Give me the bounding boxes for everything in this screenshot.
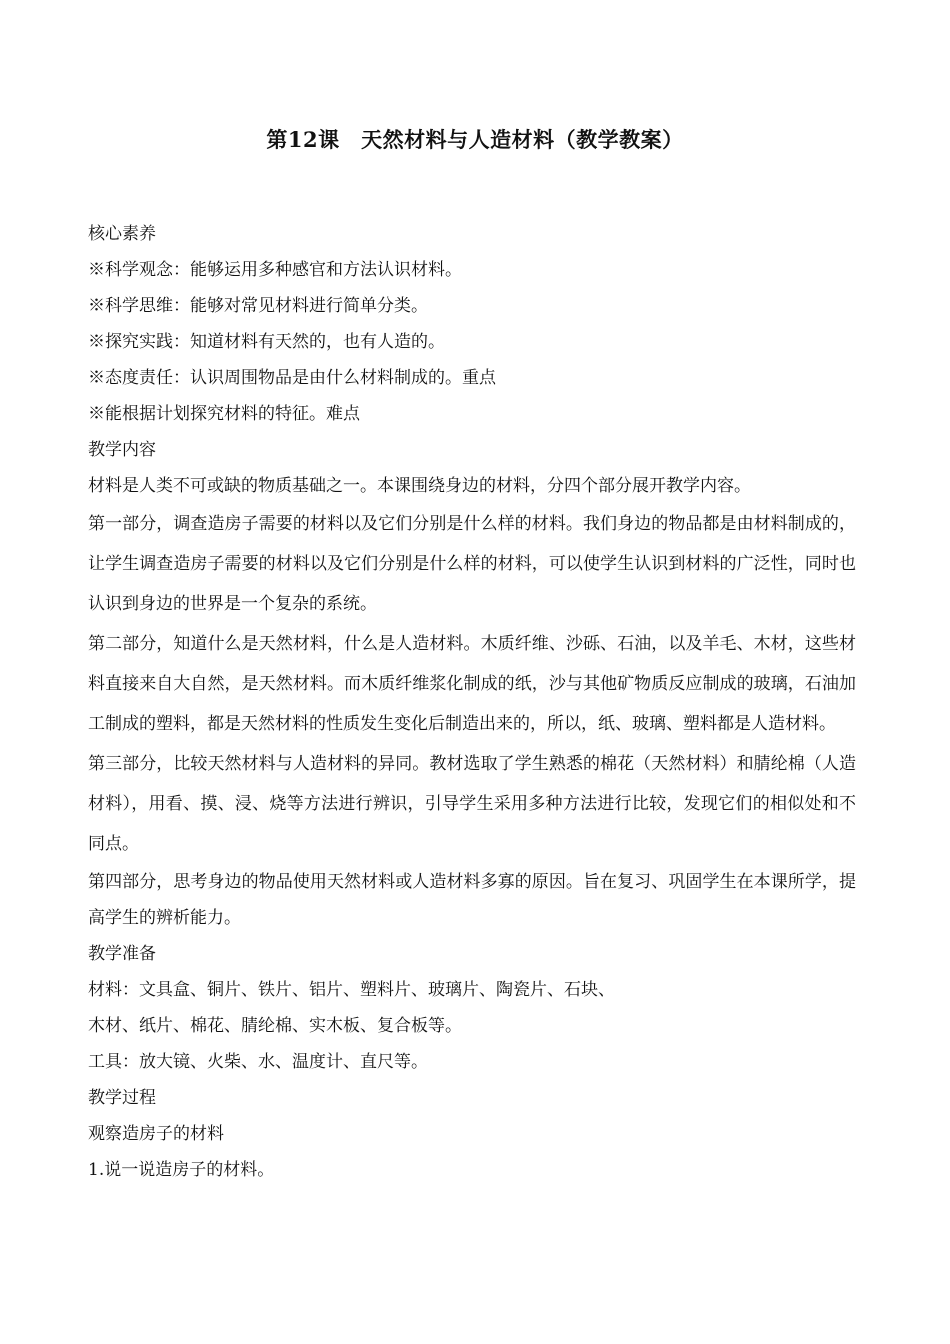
- section-heading-process: 教学过程: [88, 1088, 156, 1108]
- section-heading-teaching-content: 教学内容: [88, 440, 156, 460]
- section-heading-preparation: 教学准备: [88, 944, 156, 964]
- teaching-content-part2: 第二部分，知道什么是天然材料，什么是人造材料。木质纤维、沙砾、石油，以及羊毛、木材，这些材料直接来自大自然，是天然材料。而木质纤维浆化制成的纸，沙与其他矿物质反应制成的玻璃，石油加工制成的塑料，都是天然材料的性质发生变化后制造出来的，所以，纸、玻璃、塑料都是人造材料。: [88, 634, 856, 734]
- page-title: 第12课 天然材料与人造材料（教学教案）: [266, 127, 684, 152]
- teaching-content-part3: 第三部分，比较天然材料与人造材料的异同。教材选取了学生熟悉的棉花（天然材料）和腈纶棉（人造材料），用看、摸、浸、烧等方法进行辨识，引导学生采用多种方法进行比较，发现它们的相似处和不同点。: [88, 754, 856, 854]
- core-literacy-item: ※态度责任：认识周围物品是由什么材料制成的。重点: [88, 368, 496, 388]
- teaching-content-intro: 材料是人类不可或缺的物质基础之一。本课围绕身边的材料，分四个部分展开教学内容。: [88, 476, 751, 496]
- process-subheading: 观察造房子的材料: [88, 1124, 224, 1144]
- teaching-content-part4: 第四部分，思考身边的物品使用天然材料或人造材料多寡的原因。旨在复习、巩固学生在本课所学，提高学生的辨析能力。: [88, 872, 856, 928]
- section-heading-core-literacy: 核心素养: [88, 224, 156, 244]
- document-body: [88, 216, 856, 1188]
- preparation-tools: 工具：放大镜、火柴、水、温度计、直尺等。: [88, 1052, 428, 1072]
- core-literacy-item: ※能根据计划探究材料的特征。难点: [88, 404, 360, 424]
- process-step: 1.说一说造房子的材料。: [88, 1160, 275, 1180]
- preparation-materials-line2: 木材、纸片、棉花、腈纶棉、实木板、复合板等。: [88, 1016, 462, 1036]
- core-literacy-item: ※科学观念：能够运用多种感官和方法认识材料。: [88, 260, 462, 280]
- core-literacy-item: ※探究实践：知道材料有天然的，也有人造的。: [88, 332, 445, 352]
- preparation-materials-line1: 材料：文具盒、铜片、铁片、铝片、塑料片、玻璃片、陶瓷片、石块、: [88, 980, 615, 1000]
- teaching-content-part1: 第一部分，调查造房子需要的材料以及它们分别是什么样的材料。我们身边的物品都是由材料制成的，让学生调查造房子需要的材料以及它们分别是什么样的材料，可以使学生认识到材料的广泛性，同时也认识到身边的世界是一个复杂的系统。: [88, 514, 856, 614]
- core-literacy-item: ※科学思维：能够对常见材料进行简单分类。: [88, 296, 428, 316]
